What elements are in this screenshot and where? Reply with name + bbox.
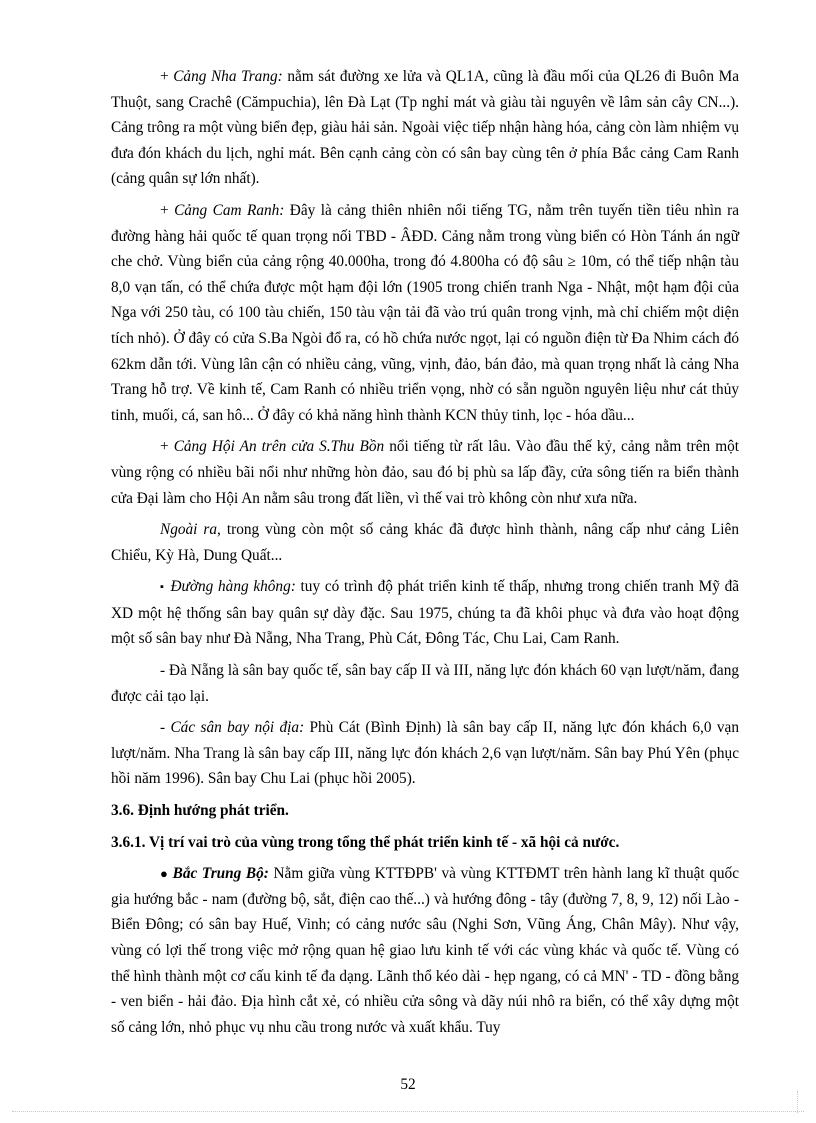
paragraph-hoi-an-port: [111, 434, 739, 511]
paragraph-lead: +: [160, 68, 174, 85]
paragraph-lead-italic: Cảng Cam Ranh:: [174, 201, 285, 219]
paragraph-lead: +: [160, 201, 175, 219]
paragraph-text: tuy có trình độ phát triển kinh tế thấp, nhưng trong chiến tranh Mỹ đã XD một hệ thống sân bay quân sự dày đặc. Sau 1975, chúng ta đã khôi phục và đưa vào hoạt động một số sân bay như Đà Nẵng, Nha Trang, Phù Cát, Đông Tác, Chu Lai, Cam Ranh.: [111, 578, 740, 648]
paragraph-lead-italic: Đường hàng không:: [170, 578, 296, 596]
paragraph-lead-bold-italic: Bắc Trung Bộ:: [172, 865, 269, 883]
paragraph-text: Phù Cát (Bình Định) là sân bay cấp II, năng lực đón khách 6,0 vạn lượt/năm. Nha Trang là sân bay cấp III, năng lực đón khách 2,6 vạn lượt/năm. Sân bay Phú Yên (phục hồi năm 1996). Sân bay Chu Lai (phục hồi 2005).: [111, 719, 739, 788]
paragraph-lead: +: [160, 438, 174, 456]
document-body: [111, 64, 739, 1046]
paragraph-da-nang-airport: [111, 658, 739, 709]
paragraph-cam-ranh-port: [111, 198, 739, 428]
paragraph-lead-italic: Ngoài ra,: [160, 521, 221, 539]
paragraph-domestic-airports: [111, 715, 739, 792]
paragraph-other-ports: [111, 517, 739, 568]
page-border-bottom: [12, 1111, 804, 1112]
paragraph-north-central: [111, 861, 739, 1040]
paragraph-lead-italic: Cảng Nha Trang:: [173, 68, 283, 85]
paragraph-text: - Đà Nẵng là sân bay quốc tế, sân bay cấp II và III, năng lực đón khách 60 vạn lượt/năm, đang được cải tạo lại.: [111, 662, 739, 705]
paragraph-text: Đây là cảng thiên nhiên nổi tiếng TG, nằm trên tuyến tiền tiêu nhìn ra đường hàng hải quốc tế quan trọng nối TBD - ÂĐD. Cảng nằm trong vùng biển có Hòn Tánh án ngữ che chở. Vùng biển của cảng rộng 40.000ha, trong đó 4.800ha có độ sâu ≥ 10m, có thể tiếp nhận tàu 8,0 vạn tấn, có thể chứa được một hạm đội lớn (1905 trong chiến tranh Nga - Nhật, một hạm đội của Nga với 250 tàu, có 100 tàu chiến, 150 tàu vận tải đã vào trú quân trong vịnh, mà chỉ chiếm một diện tích nhỏ). Ở đây có cửa S.Ba Ngòi đổ ra, có hồ chứa nước ngọt, lại có nguồn điện từ Đa Nhim cách đó 62km dẫn tới. Vùng lân cận có nhiều cảng, vũng, vịnh, đảo, bán đảo, mà quan trọng nhất là cảng Nha Trang hỗ trợ. Về kinh tế, Cam Ranh có nhiều triển vọng, nhờ có sẵn nguồn nguyên liệu như cát thủy tinh, muối, cá, san hô... Ở đây có khả năng hình thành KCN thủy tinh, lọc - hóa dầu...: [111, 201, 739, 424]
paragraph-lead-italic: Cảng Hội An trên cửa S.Thu Bồn: [173, 438, 385, 456]
paragraph-lead-italic: - Các sân bay nội địa:: [160, 719, 305, 737]
section-heading: 3.6. Định hướng phát triển.: [111, 802, 289, 820]
paragraph-airways: [111, 574, 739, 652]
paragraph-text: nổi tiếng từ rất lâu. Vào đầu thế kỷ, cảng nằm trên một vùng rộng có nhiều bãi nổi như những hòn đảo, sau đó bị phù sa lấp đầy, cửa sông tiến ra biển thành cửa Đại làm cho Hội An nằm sâu trong đất liền, vì thế vai trò không còn như xưa nữa.: [111, 438, 739, 507]
subsection-heading: 3.6.1. Vị trí vai trò của vùng trong tổng thể phát triển kinh tế - xã hội cả nước.: [111, 833, 620, 851]
page-number: 52: [400, 1076, 416, 1093]
round-bullet-icon: ●: [160, 866, 169, 882]
square-bullet-icon: ▪: [160, 581, 169, 594]
page-border-corner: [797, 1091, 798, 1113]
paragraph-text: Nằm giữa vùng KTTĐPB' và vùng KTTĐMT trên hành lang kĩ thuật quốc gia hướng bắc - nam (đường bộ, sắt, điện cao thế...) và hướng đông - tây (đường 7, 8, 9, 12) nối Lào - Biển Đông; có sân bay Huế, Vinh; có cảng nước sâu (Nghi Sơn, Vũng Áng, Chân Mây). Như vậy, vùng có lợi thế trong việc mở rộng quan hệ giao lưu kinh tế với các vùng khác và quốc tế. Vùng có thể hình thành một cơ cấu kinh tế đa dạng. Lãnh thổ kéo dài - hẹp ngang, có cả MN' - TD - đồng bằng - ven biển - hải đảo. Địa hình cắt xẻ, có nhiều cửa sông và dãy núi nhô ra biển, có thể xây dựng một số cảng lớn, nhỏ phục vụ nhu cầu trong nước và xuất khẩu. Tuy: [111, 865, 739, 1036]
paragraph-nha-trang-port: [111, 64, 739, 192]
paragraph-text: trong vùng còn một số cảng khác đã được hình thành, nâng cấp như cảng Liên Chiểu, Kỳ Hà, Dung Quất...: [111, 521, 739, 564]
paragraph-text: nằm sát đường xe lửa và QL1A, cũng là đầu mối của QL26 đi Buôn Ma Thuột, sang Crachê (Cămpuchia), lên Đà Lạt (Tp nghỉ mát và giàu tài nguyên về lâm sản cây CN...). Cảng trông ra một vùng biển đẹp, giàu hải sản. Ngoài việc tiếp nhận hàng hóa, cảng còn làm nhiệm vụ đưa đón khách du lịch, nghỉ mát. Bên cạnh cảng còn có sân bay cùng tên ở phía Bắc cảng Cam Ranh (cảng quân sự lớn nhất).: [111, 68, 740, 188]
